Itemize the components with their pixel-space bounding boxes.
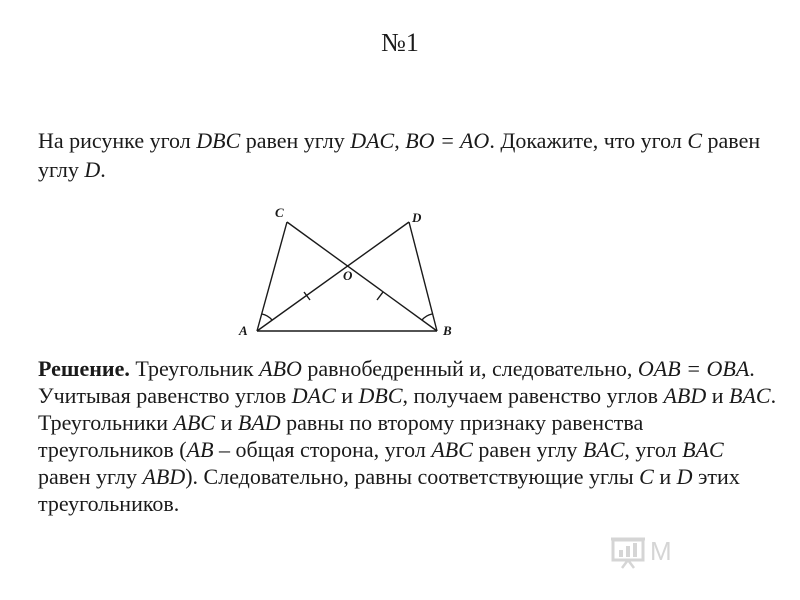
label-c: C xyxy=(275,205,284,220)
problem-statement: На рисунке угол DBC равен углу DAC, BO = AO. Докажите, что угол C равен углу D. xyxy=(38,128,761,182)
presentation-icon xyxy=(610,534,646,570)
segment-bd xyxy=(409,222,437,331)
angle-arc-b xyxy=(422,314,432,320)
label-o: O xyxy=(343,268,353,283)
label-d: D xyxy=(412,210,422,225)
problem-number: №1 xyxy=(381,28,419,57)
label-a: A xyxy=(239,323,248,338)
watermark-text: M xyxy=(650,536,673,566)
label-b: B xyxy=(443,323,452,338)
segment-bc xyxy=(287,222,437,331)
solution-heading: Решение. xyxy=(38,356,130,381)
segment-ad xyxy=(257,222,409,331)
geometry-figure xyxy=(225,200,475,350)
segment-ac xyxy=(257,222,287,331)
angle-arc-a xyxy=(262,314,272,320)
watermark-logo xyxy=(608,530,768,574)
tick-mark-bo xyxy=(377,292,383,300)
solution-text: Решение. Треугольник ABO равнобедренный и, следовательно, OAB = OBA. Учитывая равенство углов DAC и DBC, получаем равенство углов ABD и BAC. Треугольники ABC и BAD равны по второму признаку равенства треугольников (AB – общая сторона, угол ABC равен углу BAC, угол BAC равен углу ABD). Следовательно, равны соответствующие углы C и D этих треугольников. xyxy=(38,356,777,516)
